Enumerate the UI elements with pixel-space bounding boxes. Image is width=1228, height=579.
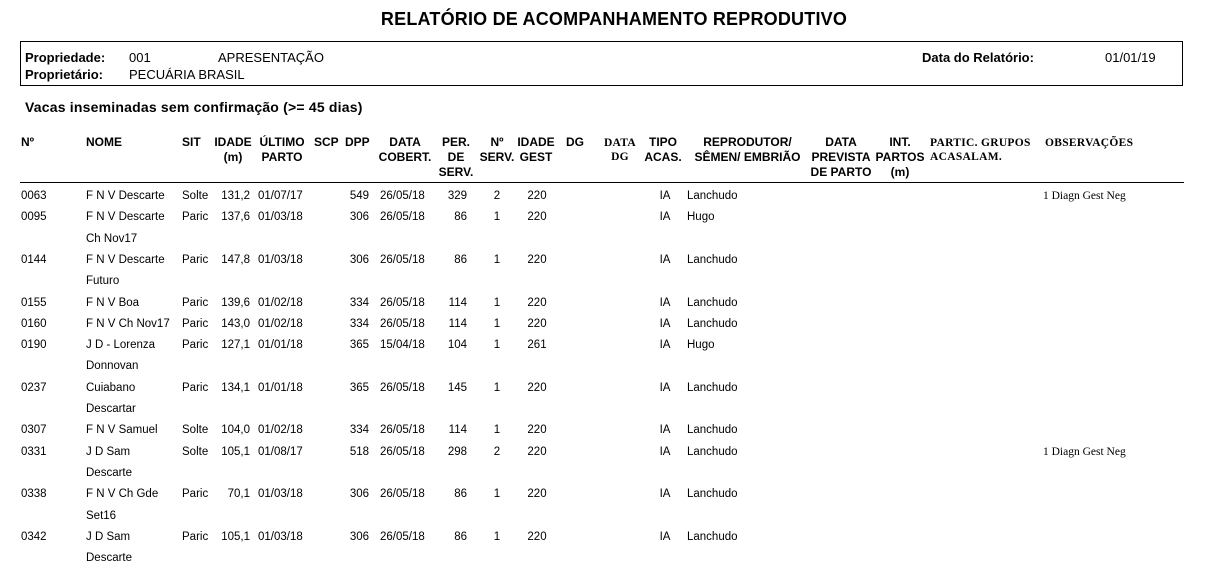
cell-num: 0307 (21, 424, 47, 437)
cell-idade-gest: 220 (527, 253, 547, 266)
col-cobert-line1: DATA (389, 135, 421, 149)
cell-observacoes: 1 Diagn Gest Neg (1043, 445, 1126, 458)
cell-per-serv: 114 (448, 424, 467, 437)
col-nserv (477, 135, 517, 165)
cell-num: 0342 (21, 530, 47, 543)
cell-ultimo-parto: 01/01/18 (258, 339, 303, 352)
col-partic-line1: PARTIC. GRUPOS (930, 137, 1031, 149)
col-gest-line1: IDADE (517, 135, 555, 149)
cell-tipo-acas: IA (659, 190, 671, 202)
cell-data-cobert: 26/05/18 (380, 424, 425, 437)
cell-tipo-acas: IA (659, 445, 671, 458)
cell-reprodutor: Lanchudo (687, 488, 738, 501)
cell-idade-gest: 220 (527, 530, 547, 543)
cell-reprodutor: Lanchudo (687, 445, 738, 458)
col-ultimo-line2: PARTO (261, 150, 303, 164)
cell-per-serv: 86 (454, 253, 467, 266)
cell-dpp: 365 (349, 381, 369, 394)
cell-idade-gest: 220 (527, 190, 547, 202)
cell-nome: F N V Samuel (86, 424, 158, 437)
cell-observacoes: 1 Diagn Gest Neg (1043, 190, 1126, 202)
cell-per-serv: 104 (447, 339, 467, 352)
cell-tipo-acas: IA (659, 488, 671, 501)
col-reprodutor (690, 135, 805, 165)
cell-idade: 147,8 (221, 253, 250, 266)
propriedade-name: APRESENTAÇÃO (218, 50, 324, 65)
cell-idade: 105,1 (221, 530, 250, 543)
cell-ultimo-parto: 01/03/18 (258, 530, 303, 543)
cell-idade: 104,0 (221, 424, 250, 437)
cell-ultimo-parto: 01/08/17 (258, 445, 303, 458)
cell-ultimo-parto: 01/01/18 (258, 381, 303, 394)
col-idade-line1: IDADE (214, 135, 252, 149)
col-ultimo-parto (256, 135, 308, 165)
cell-reprodutor: Hugo (687, 339, 715, 352)
cell-idade: 139,6 (221, 296, 250, 309)
cell-nome-continued: Descartar (86, 403, 136, 415)
cell-tipo-acas: IA (659, 296, 671, 309)
cell-nserv: 1 (493, 424, 501, 437)
cell-sit: Solte (182, 190, 209, 202)
col-cobert-line2: COBERT. (378, 150, 432, 164)
cell-dpp: 306 (349, 530, 369, 543)
col-per-line3: SERV. (438, 165, 474, 179)
cell-reprodutor: Lanchudo (687, 190, 738, 202)
cell-sit: Solte (182, 445, 209, 458)
cell-idade: 137,6 (221, 211, 250, 224)
cell-reprodutor: Lanchudo (687, 253, 738, 266)
cell-data-cobert: 26/05/18 (380, 381, 425, 394)
col-idade-gest (515, 135, 557, 165)
cell-dpp: 334 (349, 296, 369, 309)
cell-nserv: 1 (493, 296, 501, 309)
cell-num: 0160 (21, 317, 47, 330)
col-tipo-acas (643, 135, 683, 165)
cell-data-cobert: 26/05/18 (380, 445, 425, 458)
cell-per-serv: 86 (454, 488, 467, 501)
col-data-dg (598, 136, 642, 164)
cell-sit: Paric (182, 253, 209, 266)
propriedade-code: 001 (129, 50, 151, 65)
header-divider (20, 182, 1184, 183)
col-per-line2: DE (447, 150, 465, 164)
cell-nserv: 2 (493, 190, 501, 202)
cell-reprodutor: Lanchudo (687, 317, 738, 330)
cell-per-serv: 145 (447, 381, 467, 394)
cell-data-cobert: 15/04/18 (380, 339, 425, 352)
cell-nserv: 2 (493, 445, 501, 458)
cell-dpp: 306 (349, 253, 369, 266)
cell-dpp: 334 (349, 424, 369, 437)
cell-dpp: 549 (349, 190, 369, 202)
cell-dpp: 306 (349, 211, 369, 224)
cell-nserv: 1 (493, 488, 501, 501)
cell-nome: F N V Descarte (86, 211, 165, 224)
cell-per-serv: 114 (448, 296, 467, 309)
cell-ultimo-parto: 01/03/18 (258, 488, 303, 501)
cell-sit: Solte (182, 424, 209, 437)
cell-sit: Paric (182, 488, 209, 501)
cell-idade-gest: 220 (527, 317, 547, 330)
cell-tipo-acas: IA (659, 317, 671, 330)
cell-nome-continued: Descarte (86, 552, 133, 565)
cell-reprodutor: Lanchudo (687, 381, 738, 394)
cell-num: 0338 (21, 488, 47, 501)
report-date-label: Data do Relatório: (922, 50, 1034, 65)
cell-data-cobert: 26/05/18 (380, 317, 425, 330)
cell-reprodutor: Lanchudo (687, 424, 738, 437)
cell-per-serv: 114 (448, 317, 467, 330)
col-prev-line1: DATA (825, 135, 857, 149)
cell-idade-gest: 261 (527, 339, 547, 352)
cell-per-serv: 86 (454, 211, 467, 224)
cell-dpp: 306 (349, 488, 369, 501)
col-partic-grupos (930, 136, 1031, 164)
cell-tipo-acas: IA (659, 211, 671, 224)
cell-num: 0190 (21, 339, 47, 352)
cell-idade-gest: 220 (527, 211, 547, 224)
col-repro-line1: REPRODUTOR/ (703, 135, 792, 149)
cell-num: 0095 (21, 211, 47, 224)
cell-reprodutor: Hugo (687, 211, 715, 224)
col-nserv-line2: SERV. (479, 150, 515, 164)
cell-num: 0155 (21, 296, 47, 309)
proprietario-label: Proprietário: (25, 67, 104, 82)
col-datadg-line1: DATA (603, 137, 637, 149)
cell-sit: Paric (182, 296, 209, 309)
col-int-partos (874, 135, 926, 180)
cell-nserv: 1 (493, 530, 501, 543)
cell-per-serv: 329 (447, 190, 467, 202)
cell-data-cobert: 26/05/18 (380, 530, 425, 543)
cell-nome: J D - Lorenza (86, 339, 156, 352)
cell-reprodutor: Lanchudo (687, 530, 738, 543)
cell-sit: Paric (182, 317, 209, 330)
cell-num: 0237 (21, 381, 47, 394)
cell-ultimo-parto: 01/07/17 (258, 190, 303, 202)
cell-nome: J D Sam (86, 530, 131, 543)
cell-nome: F N V Ch Gde (86, 488, 159, 501)
col-nome: NOME (86, 135, 122, 149)
cell-nome-continued: Futuro (86, 275, 120, 288)
cell-dpp: 365 (349, 339, 369, 352)
col-idade (211, 135, 255, 165)
cell-data-cobert: 26/05/18 (380, 488, 425, 501)
cell-data-cobert: 26/05/18 (380, 211, 425, 224)
cell-sit: Paric (182, 211, 209, 224)
section-title: Vacas inseminadas sem confirmação (>= 45 dias) (25, 99, 363, 115)
cell-nserv: 1 (493, 317, 501, 330)
cell-data-cobert: 26/05/18 (380, 253, 425, 266)
col-scp: SCP (314, 135, 339, 149)
cell-data-cobert: 26/05/18 (380, 296, 425, 309)
report-date-value: 01/01/19 (1105, 50, 1156, 65)
col-gest-line2: GEST (519, 150, 553, 164)
cell-tipo-acas: IA (659, 530, 671, 543)
cell-nserv: 1 (493, 381, 501, 394)
cell-data-cobert: 26/05/18 (380, 190, 425, 202)
cell-dpp: 334 (349, 317, 369, 330)
col-int-line3: (m) (890, 165, 910, 179)
cell-idade-gest: 220 (527, 488, 547, 501)
cell-nome: F N V Boa (86, 296, 140, 309)
cell-nserv: 1 (493, 253, 501, 266)
col-observacoes: OBSERVAÇÕES (1045, 137, 1134, 149)
col-ultimo-line1: ÚLTIMO (259, 135, 305, 149)
property-info-box (20, 41, 1183, 86)
proprietario-name: PECUÁRIA BRASIL (129, 67, 245, 82)
col-tipo-line2: ACAS. (644, 150, 682, 164)
cell-idade: 127,1 (221, 339, 250, 352)
cell-idade: 143,0 (221, 317, 250, 330)
cell-idade-gest: 220 (527, 381, 547, 394)
cell-idade-gest: 220 (527, 296, 547, 309)
col-int-line2: PARTOS (875, 150, 925, 164)
cell-nome: Cuiabano (86, 381, 136, 394)
cell-num: 0331 (21, 445, 47, 458)
cell-idade-gest: 220 (527, 445, 547, 458)
cell-nome-continued: Donnovan (86, 360, 139, 373)
col-num: Nº (21, 135, 35, 149)
cell-reprodutor: Lanchudo (687, 296, 738, 309)
col-nserv-line1: Nº (490, 135, 504, 149)
cell-nome: J D Sam (86, 445, 131, 458)
col-datadg-line2: DG (611, 151, 629, 163)
cell-ultimo-parto: 01/03/18 (258, 211, 303, 224)
col-per-serv (436, 135, 476, 180)
col-prev-line2: PREVISTA (811, 150, 871, 164)
cell-nome: F N V Descarte (86, 253, 165, 266)
cell-ultimo-parto: 01/02/18 (258, 296, 303, 309)
cell-tipo-acas: IA (659, 253, 671, 266)
cell-tipo-acas: IA (659, 424, 671, 437)
cell-per-serv: 86 (454, 530, 467, 543)
cell-idade: 131,2 (221, 190, 250, 202)
propriedade-label: Propriedade: (25, 50, 106, 65)
col-per-line1: PER. (441, 135, 470, 149)
col-sit: SIT (182, 135, 201, 149)
cell-per-serv: 298 (447, 445, 467, 458)
col-data-prevista (805, 135, 877, 180)
report-title: RELATÓRIO DE ACOMPANHAMENTO REPRODUTIVO (380, 9, 848, 29)
col-idade-line2: (m) (223, 150, 243, 164)
col-repro-line2: SÊMEN/ EMBRIÃO (694, 150, 801, 164)
cell-nome: F N V Descarte (86, 190, 165, 202)
cell-num: 0063 (21, 190, 47, 202)
cell-ultimo-parto: 01/02/18 (258, 424, 303, 437)
cell-ultimo-parto: 01/03/18 (258, 253, 303, 266)
cell-nome-continued: Descarte (86, 466, 133, 479)
cell-nome-continued: Set16 (86, 509, 117, 522)
col-dg: DG (566, 135, 584, 149)
cell-nome-continued: Ch Nov17 (86, 232, 138, 245)
cell-sit: Paric (182, 381, 209, 394)
col-tipo-line1: TIPO (648, 135, 677, 149)
col-int-line1: INT. (889, 135, 911, 149)
cell-idade-gest: 220 (527, 424, 547, 437)
cell-sit: Paric (182, 339, 209, 352)
cell-idade: 105,1 (221, 445, 250, 458)
cell-nserv: 1 (493, 211, 501, 224)
col-prev-line3: DE PARTO (810, 165, 872, 179)
col-data-cobert (374, 135, 436, 165)
col-partic-line2: ACASALAM. (930, 151, 1003, 163)
cell-nserv: 1 (493, 339, 501, 352)
cell-tipo-acas: IA (659, 339, 671, 352)
cell-idade: 134,1 (221, 381, 250, 394)
cell-idade: 70,1 (227, 488, 250, 501)
cell-dpp: 518 (349, 445, 369, 458)
cell-tipo-acas: IA (659, 381, 671, 394)
col-dpp: DPP (345, 135, 370, 149)
cell-sit: Paric (182, 530, 209, 543)
cell-nome: F N V Ch Nov17 (86, 317, 170, 330)
cell-num: 0144 (21, 253, 47, 266)
cell-ultimo-parto: 01/02/18 (258, 317, 303, 330)
